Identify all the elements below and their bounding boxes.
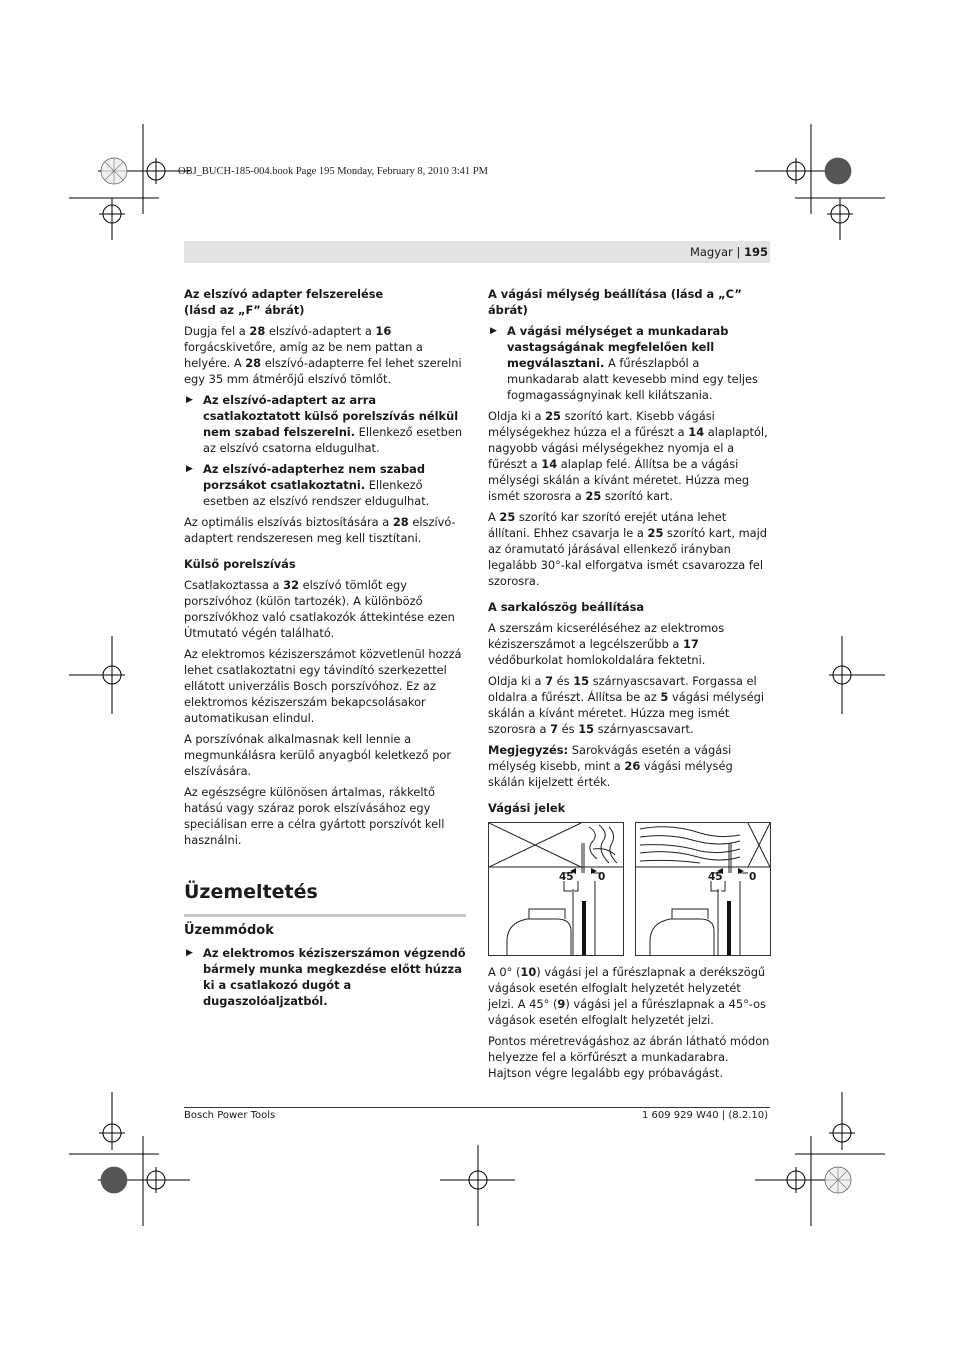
section-title-bevel-angle: A sarkalószög beállítása <box>488 600 645 614</box>
mark-label-45: 45 <box>708 871 723 883</box>
warning-bullet: ▶ Az elektromos kéziszerszámon végzendő bármely munka megkezdése előtt húzza ki a csatlakozó dugót a dugaszolóaljzatból. <box>186 946 466 1008</box>
warning-bullet: ▶ Az elszívó-adapterhez nem szabad porzsákot csatlakoztatni. Ellenkező esetben az elszívó rendszer eldugulhat. <box>186 462 430 508</box>
header-language: Magyar <box>689 245 733 259</box>
cut-mark-figures <box>488 822 770 956</box>
header-separator: | <box>736 245 741 259</box>
paragraph: Oldja ki a 7 és 15 szárnyascsavart. Forgassa el oldalra a fűrészt. Állítsa be az 5 vágási mélységi skálán a kívánt méretet. Húzza meg ismét szorosra a 7 és 15 szárnyascsavart. <box>488 674 764 736</box>
bullet-arrow-icon: ▶ <box>186 948 193 958</box>
paragraph: Pontos méretrevágáshoz az ábrán látható módon helyezze fel a körfűrészt a munkadarabra. Hajtson végre legalább egy próbavágást. <box>488 1034 770 1080</box>
warning-bullet: ▶ A vágási mélységet a munkadarab vastagságának megfelelően kell megválasztani. A fűrészlapból a munkadarab alatt kevesebb mind egy teljes fogmagasságnyinak kell kilátszania. <box>490 324 758 402</box>
subsection-title: Üzemmódok <box>184 923 274 938</box>
figure-straight-cut-drawing <box>489 823 623 955</box>
footer-brand: Bosch Power Tools <box>184 1110 276 1121</box>
footer-rule <box>184 1107 770 1108</box>
section-title-external-dust: Külső porelszívás <box>184 557 296 571</box>
paragraph: Dugja fel a 28 elszívó-adaptert a 16 forgácskivetőre, amíg az be nem pattan a helyére. A 28 elszívó-adapterre fel lehet szerelni egy 35 mm átmérőjű elszívó tömlőt. <box>184 324 462 386</box>
warning-bullet: ▶ Az elszívó-adaptert az arra csatlakoztatott külső porelszívás nélkül nem szabad felszerelni. Ellenkező esetben az elszívó csatorna eldugulhat. <box>186 393 463 455</box>
paragraph: A szerszám kicseréléséhez az elektromos kéziszerszámot a legcélszerűbb a 17 védőburkolat homlokoldalára fektetni. <box>488 621 725 667</box>
paragraph: A 25 szorító kar szorító erejét utána lehet állítani. Ehhez csavarja le a 25 szorító kart, majd az óramutató járásával ellenkező irányban legalább 30°-kal elforgatva ismét csavarozza fel szorosra. <box>488 510 768 588</box>
page-number: 195 <box>743 245 768 259</box>
figure-bevel-cut-drawing <box>636 823 770 955</box>
paragraph: Csatlakoztassa a 32 elszívó tömlőt egy porszívóhoz (külön tartozék). A különböző porszívókhoz való csatlakozók áttekintése ezen Útmutató végén található. <box>184 578 455 640</box>
mark-label-0: 0 <box>598 871 606 883</box>
mark-label-45: 45 <box>559 871 574 883</box>
bullet-arrow-icon: ▶ <box>186 395 193 405</box>
paragraph: Oldja ki a 25 szorító kart. Kisebb vágási mélységekhez húzza el a fűrészt a 14 alaplaptól, nagyobb vágási mélységekhez nyomja el a fűrészt a 14 alaplap felé. Állítsa be a vágási mélységi skálán a kívánt méretet. Húzza meg ismét szorosra a 25 szorító kart. <box>488 409 768 503</box>
running-header <box>690 245 768 259</box>
paragraph: Az elektromos kéziszerszámot közvetlenül hozzá lehet csatlakoztatni egy távindító szerkezettel ellátott univerzális Bosch porszívóhoz. Ez az elektromos kéziszerszám bekapcsolásakor automatikusan elindul. <box>184 647 462 725</box>
figure-bevel-cut <box>635 822 771 956</box>
header-bar <box>184 241 770 263</box>
mark-label-0: 0 <box>749 871 757 883</box>
bullet-arrow-icon: ▶ <box>186 464 193 474</box>
paragraph: Az egészségre különösen ártalmas, rákkeltő hatású vagy száraz porok elszívásához egy speciálisan erre a célra gyártott porszívót kell használni. <box>184 785 445 847</box>
figure-straight-cut <box>488 822 624 956</box>
note: Megjegyzés: Sarokvágás esetén a vágási mélység kisebb, mint a 26 vágási mélység skálán kijelzett érték. <box>488 743 733 789</box>
footer-doc-number: 1 609 929 W40 | (8.2.10) <box>641 1110 768 1121</box>
left-column <box>184 286 466 1014</box>
section-title-cutting-depth: A vágási mélység beállítása (lásd a „C” ábrát) <box>488 287 742 317</box>
bullet-arrow-icon: ▶ <box>490 326 497 336</box>
chapter-rule <box>184 914 466 917</box>
section-title-cut-marks: Vágási jelek <box>488 801 566 815</box>
paragraph: Az optimális elszívás biztosítására a 28 elszívó-adaptert rendszeresen meg kell tisztítani. <box>184 515 456 545</box>
paragraph: A porszívónak alkalmasnak kell lennie a megmunkálásra kerülő anyagból keletkező por elszívására. <box>184 732 452 778</box>
print-slug: OBJ_BUCH-185-004.book Page 195 Monday, February 8, 2010 3:41 PM <box>178 166 488 177</box>
paragraph: A 0° (10) vágási jel a fűrészlapnak a derékszögű vágások esetén elfoglalt helyzetét helyzetét jelzi. A 45° (9) vágási jel a fűrészlapnak a 45°-os vágások esetén elfoglalt helyzetét jelzi. <box>488 965 766 1027</box>
right-column <box>488 286 770 1086</box>
section-title-extraction-adapter: Az elszívó adapter felszerelése (lásd az „F” ábrát) <box>184 287 384 317</box>
chapter-title: Üzemeltetés <box>184 881 318 903</box>
